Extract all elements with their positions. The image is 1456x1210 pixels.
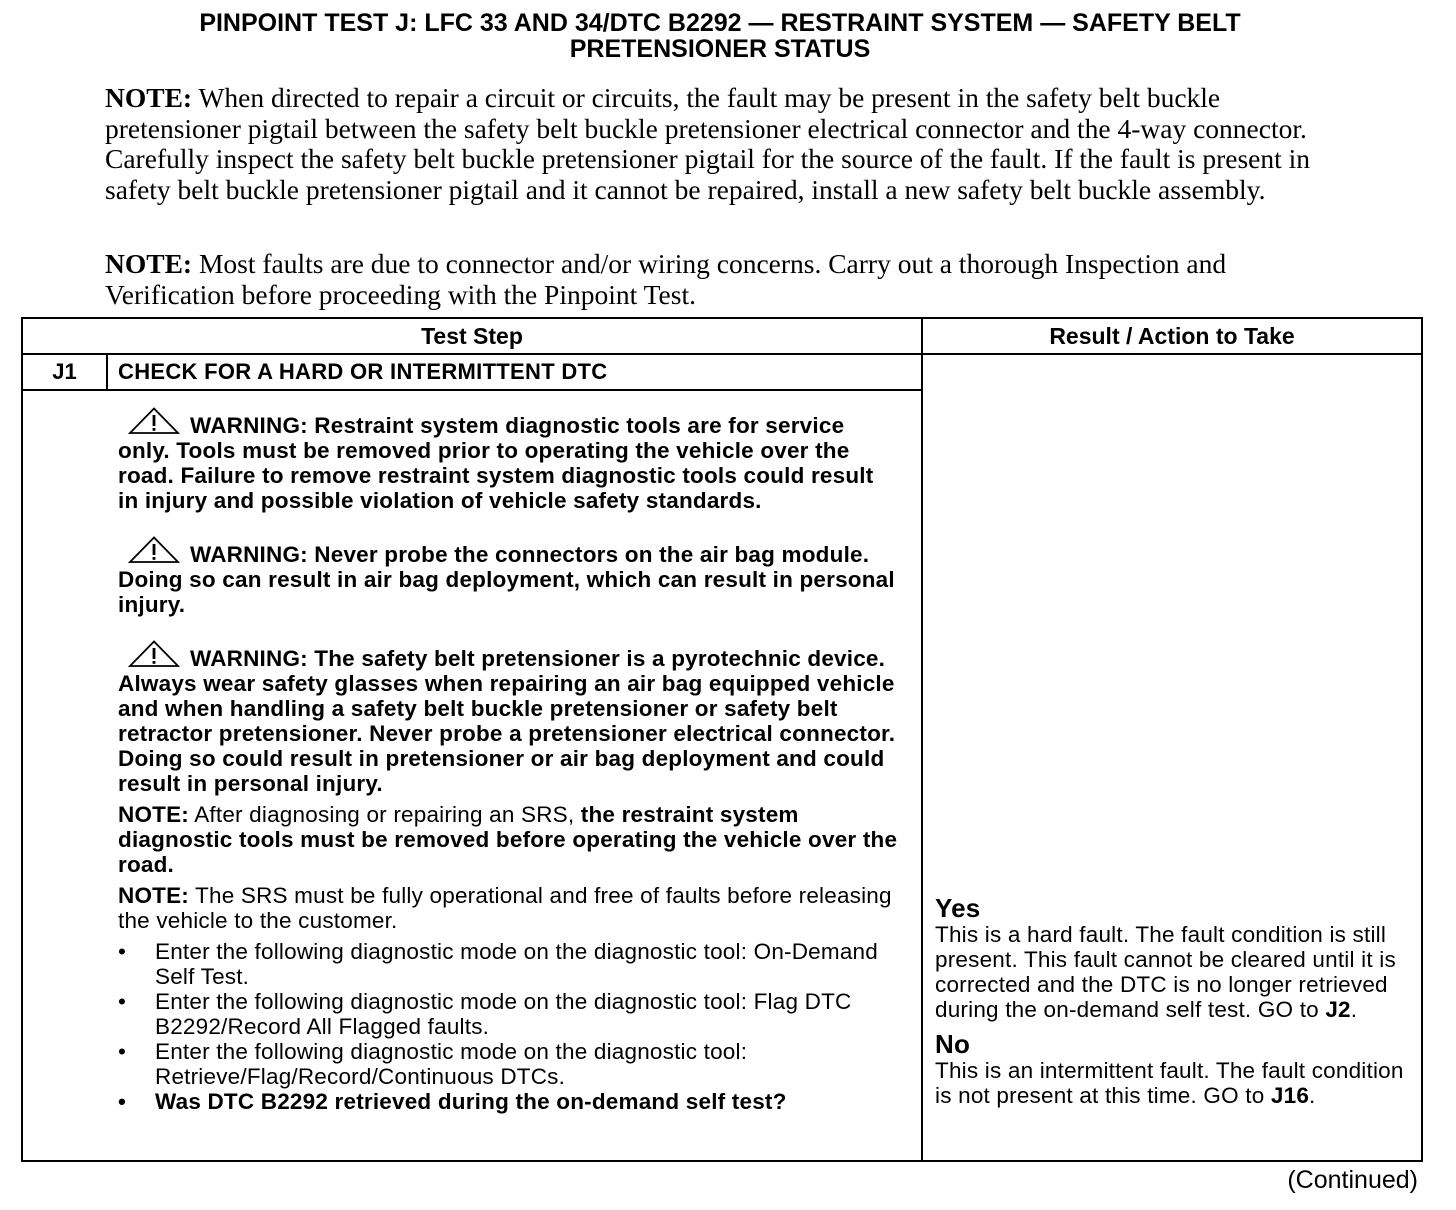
column-divider xyxy=(921,319,923,1160)
step-id: J1 xyxy=(52,359,77,384)
goto-j2-link[interactable]: J2 xyxy=(1325,997,1351,1022)
step-body xyxy=(118,407,898,1114)
note-text: Most faults are due to connector and/or wiring concerns. Carry out a thorough Inspection and Verification before proceeding with the Pinpoint Test. xyxy=(105,248,1227,310)
page-title xyxy=(0,10,1440,62)
note-label: NOTE: xyxy=(105,248,193,279)
header-test-step: Test Step xyxy=(421,323,523,349)
warning-text: WARNING: The safety belt pretensioner is a pyrotechnic device. Always wear safety glasses when repairing an air bag equipped vehicle and when handling a safety belt buckle pretensioner or safety belt retractor pretensioner. Never probe a pretensioner electrical connector. Doing so could result in pretensioner or air bag deployment and could result in personal injury. xyxy=(118,646,896,796)
list-item: • Enter the following diagnostic mode on the diagnostic tool: On-Demand Self Test. xyxy=(118,939,898,989)
warning-text: WARNING: Never probe the connectors on the air bag module. Doing so can result in air bag deployment, which can result in personal injury. xyxy=(118,542,895,617)
note-text: After diagnosing or repairing an SRS, xyxy=(189,802,581,827)
header-result-action: Result / Action to Take xyxy=(1049,323,1295,349)
result-no-heading: No xyxy=(935,1029,971,1059)
intro-note-1 xyxy=(105,83,1335,205)
step-note-1 xyxy=(118,802,898,877)
result-yes-heading: Yes xyxy=(935,893,981,923)
warning-triangle-icon xyxy=(128,640,180,668)
title-line-2: PRETENSIONER STATUS xyxy=(569,35,871,63)
warning-block xyxy=(118,536,898,617)
warning-text: WARNING: Restraint system diagnostic tools are for service only. Tools must be removed prior to operating the vehicle over the road. Failure to remove restraint system diagnostic tools could result in injury and possible violation of vehicle safety standards. xyxy=(118,413,874,513)
note-text: When directed to repair a circuit or circuits, the fault may be present in the safety belt buckle pretensioner pigtail between the safety belt buckle pretensioner electrical connector and the 4-way connector. Carefully inspect the safety belt buckle pretensioner pigtail for the source of the fault. If the fault is present in safety belt buckle pretensioner pigtail and it cannot be repaired, install a new safety belt buckle assembly. xyxy=(105,82,1311,205)
warning-block xyxy=(118,640,898,796)
list-item: • Enter the following diagnostic mode on the diagnostic tool: Retrieve/Flag/Record/Continuous DTCs. xyxy=(118,1039,898,1089)
step-title: CHECK FOR A HARD OR INTERMITTENT DTC xyxy=(118,359,608,384)
list-item: • Enter the following diagnostic mode on the diagnostic tool: Flag DTC B2292/Record All Flagged faults. xyxy=(118,989,898,1039)
punctuation: . xyxy=(1309,1083,1316,1108)
warning-block xyxy=(118,407,898,513)
note-label: NOTE: xyxy=(105,82,193,113)
note-text: The SRS must be fully operational and free of faults before releasing the vehicle to the customer. xyxy=(118,883,892,933)
goto-j16-link[interactable]: J16 xyxy=(1270,1083,1310,1108)
result-no-body: This is an intermittent fault. The fault condition is not present at this time. GO to xyxy=(935,1058,1404,1108)
result-column xyxy=(935,894,1417,1116)
warning-triangle-icon xyxy=(128,536,180,564)
result-yes-body: This is a hard fault. The fault condition is still present. This fault cannot be cleared until it is corrected and the DTC is no longer retrieved during the on-demand self test. GO to xyxy=(935,922,1396,1022)
title-line-1: PINPOINT TEST J: LFC 33 AND 34/DTC B2292 — RESTRAINT SYSTEM — SAFETY BELT xyxy=(199,9,1241,37)
step-title-divider xyxy=(23,389,921,391)
warning-triangle-icon xyxy=(128,407,180,435)
step-instructions xyxy=(118,939,898,1114)
result-no-text xyxy=(935,1058,1417,1108)
note-bold-text: the restraint system diagnostic tools must be removed before operating the vehicle over the road. xyxy=(118,802,898,877)
list-item-question: • Was DTC B2292 retrieved during the on-demand self test? xyxy=(118,1089,898,1114)
result-yes-text xyxy=(935,922,1417,1022)
pinpoint-test-table xyxy=(21,317,1423,1162)
note-label: NOTE: xyxy=(118,802,189,827)
note-label: NOTE: xyxy=(118,883,189,908)
step-note-2 xyxy=(118,883,898,933)
continued-label: (Continued) xyxy=(1287,1166,1418,1194)
intro-note-2 xyxy=(105,249,1335,310)
punctuation: . xyxy=(1350,997,1358,1022)
step-id-divider xyxy=(106,355,108,389)
